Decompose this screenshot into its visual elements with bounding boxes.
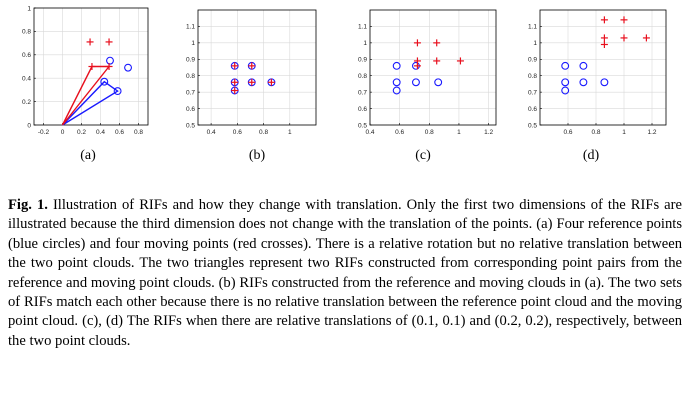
- y-tick-label: 0.6: [527, 105, 537, 113]
- y-tick-label: 1: [363, 40, 367, 48]
- reference-point: [107, 57, 114, 64]
- moving-point: [433, 57, 440, 64]
- subplot-label-d: (d): [582, 148, 600, 163]
- axes-frame: [198, 10, 316, 125]
- y-tick-label: 1.1: [527, 23, 537, 31]
- y-tick-label: 0.6: [357, 105, 367, 113]
- y-tick-label: 0.8: [21, 28, 31, 36]
- reference-point: [393, 79, 400, 86]
- x-tick-label: 0.8: [259, 129, 269, 136]
- x-tick-label: 0.8: [133, 129, 144, 136]
- y-tick-label: 0.4: [21, 75, 31, 83]
- x-tick-label: 0.6: [563, 129, 573, 136]
- reference-point: [435, 79, 442, 86]
- reference-point: [562, 62, 569, 69]
- subplot-a: [0, 0, 160, 140]
- reference-point: [562, 87, 569, 94]
- moving-point: [414, 39, 421, 46]
- moving-point: [106, 38, 113, 45]
- subplot-label-b: (b): [248, 148, 266, 163]
- x-tick-label: 0.2: [76, 129, 87, 136]
- y-tick-label: 0.9: [527, 56, 537, 64]
- moving-point: [601, 16, 608, 23]
- x-tick-label: 0: [60, 129, 65, 136]
- y-tick-label: 0.9: [185, 56, 195, 64]
- y-tick-label: 0.7: [357, 89, 367, 97]
- y-tick-label: 0.8: [185, 73, 195, 81]
- moving-point: [88, 63, 95, 70]
- reference-point: [562, 79, 569, 86]
- figure-caption: [8, 196, 682, 351]
- moving-point: [457, 57, 464, 64]
- rif-triangle: [63, 67, 110, 126]
- moving-point: [601, 34, 608, 41]
- y-tick-label: 0.5: [527, 122, 537, 130]
- moving-point: [643, 34, 650, 41]
- x-tick-label: 0.6: [395, 129, 405, 136]
- x-tick-label: 1: [287, 129, 292, 136]
- y-tick-label: 0.9: [357, 56, 367, 64]
- y-tick-label: 0.5: [185, 122, 195, 130]
- y-tick-label: 1.1: [185, 23, 195, 31]
- x-tick-label: 1.2: [484, 129, 494, 136]
- x-tick-label: 0.4: [95, 129, 106, 136]
- reference-point: [125, 64, 132, 71]
- subplot-c: [348, 0, 518, 140]
- figure-plots: [0, 0, 688, 180]
- x-tick-label: 1: [457, 129, 461, 136]
- rif-triangle: [63, 82, 118, 125]
- reference-point: [413, 79, 420, 86]
- moving-point: [621, 16, 628, 23]
- x-tick-label: 0.8: [591, 129, 601, 136]
- x-tick-label: 0.6: [114, 129, 125, 136]
- y-tick-label: 0.7: [185, 89, 195, 97]
- plot-svg-d: [518, 0, 688, 140]
- moving-point: [87, 38, 94, 45]
- reference-point: [601, 79, 608, 86]
- x-tick-label: 1.2: [647, 129, 657, 136]
- y-tick-label: 0.8: [357, 73, 367, 81]
- y-tick-label: 1: [27, 5, 31, 13]
- x-tick-label: 0.4: [365, 129, 375, 136]
- subplot-d: [518, 0, 688, 140]
- plot-svg-a: [0, 0, 160, 140]
- axes-frame: [370, 10, 496, 125]
- y-tick-label: 0: [27, 122, 31, 130]
- moving-point: [601, 41, 608, 48]
- y-tick-label: 0.7: [527, 89, 537, 97]
- figure-label: Fig. 1.: [8, 197, 48, 213]
- caption-text: Illustration of RIFs and how they change with translation. Only the first two dimensions of the RIFs are illustrated because the third dimension does not change with the translation of the points. (a) Four reference points (blue circles) and four moving points (red crosses). There is a relative rotation but no relative translation between the two point clouds. The two triangles represent two RIFs constructed from corresponding point pairs from the reference and moving point clouds. (b) RIFs constructed from the reference and moving clouds in (a). The two sets of RIFs match each other because there is no relative translation between the reference point cloud and the moving point cloud. (c), (d) The RIFs when there are relative translations of (0.1, 0.1) and (0.2, 0.2), respectively, between the two point clouds.: [8, 197, 683, 349]
- y-tick-label: 0.5: [357, 122, 367, 130]
- y-tick-label: 0.2: [21, 98, 31, 106]
- reference-point: [393, 87, 400, 94]
- x-tick-label: -0.2: [37, 129, 50, 136]
- y-tick-label: 0.6: [21, 52, 31, 60]
- y-tick-label: 0.6: [185, 105, 195, 113]
- plot-svg-c: [348, 0, 518, 140]
- subplot-label-c: (c): [415, 148, 431, 163]
- plot-svg-b: [170, 0, 340, 140]
- reference-point: [580, 79, 587, 86]
- y-tick-label: 1: [533, 40, 537, 48]
- subplot-label-a: (a): [80, 148, 96, 163]
- reference-point: [580, 62, 587, 69]
- subplot-b: [170, 0, 340, 140]
- moving-point: [621, 34, 628, 41]
- x-tick-label: 0.6: [232, 129, 242, 136]
- x-tick-label: 1: [622, 129, 626, 136]
- axes-frame: [540, 10, 666, 125]
- reference-point: [393, 62, 400, 69]
- moving-point: [433, 39, 440, 46]
- y-tick-label: 1.1: [357, 23, 367, 31]
- x-tick-label: 0.8: [424, 129, 434, 136]
- x-tick-label: 0.4: [206, 129, 216, 136]
- y-tick-label: 0.8: [527, 73, 537, 81]
- y-tick-label: 1: [191, 40, 195, 48]
- moving-point: [414, 62, 421, 69]
